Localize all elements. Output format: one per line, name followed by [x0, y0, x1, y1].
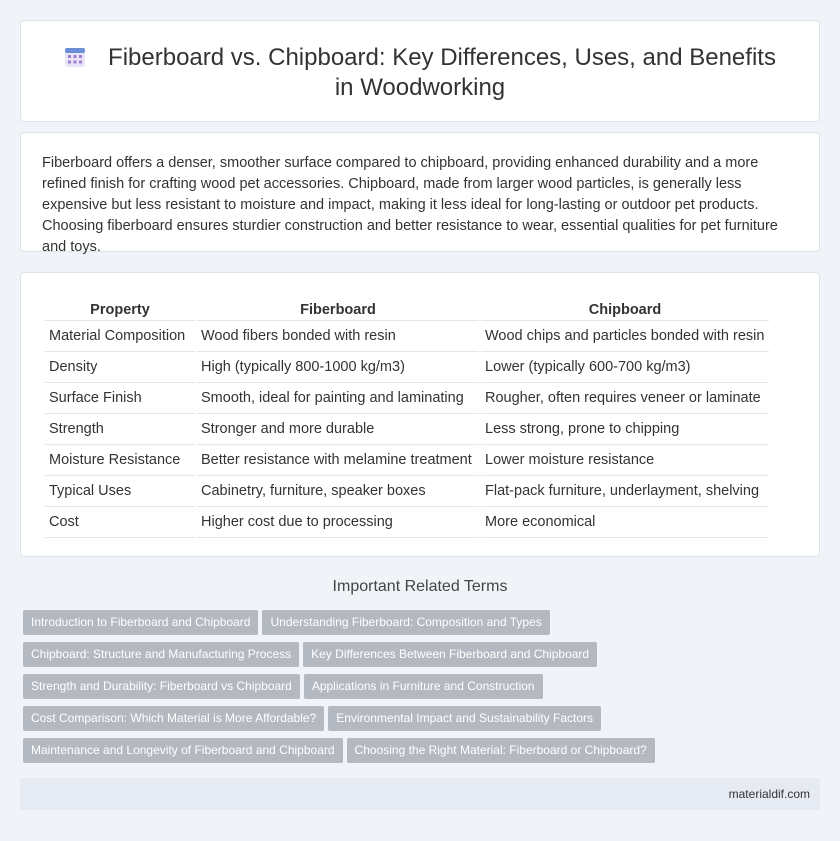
table-row — [45, 383, 769, 414]
comparison-table — [43, 295, 771, 538]
comparison-table-card — [20, 272, 820, 557]
header-property: Property — [45, 295, 195, 321]
table-cell: Wood chips and particles bonded with resin — [481, 321, 769, 352]
tag-row — [23, 738, 823, 770]
header-chipboard: Chipboard — [481, 295, 769, 321]
table-row — [45, 352, 769, 383]
related-term-link[interactable]: Environmental Impact and Sustainability Factors — [328, 706, 601, 731]
table-cell: Lower (typically 600-700 kg/m3) — [481, 352, 769, 383]
related-term-link[interactable]: Applications in Furniture and Construction — [304, 674, 543, 699]
header-fiberboard: Fiberboard — [197, 295, 479, 321]
table-cell: Rougher, often requires veneer or laminate — [481, 383, 769, 414]
related-term-link[interactable]: Cost Comparison: Which Material is More Affordable? — [23, 706, 324, 731]
footer — [20, 778, 820, 810]
tag-row — [23, 706, 823, 738]
table-cell: Typical Uses — [45, 476, 195, 507]
calendar-grid-icon — [64, 46, 86, 68]
related-term-link[interactable]: Understanding Fiberboard: Composition and Types — [262, 610, 549, 635]
table-row — [45, 507, 769, 538]
intro-paragraph: Fiberboard offers a denser, smoother surface compared to chipboard, providing enhanced durability and a more refined finish for crafting wood pet accessories. Chipboard, made from larger wood particles, is generally less expensive but less resistant to moisture and impact, making it less ideal for long-lasting or outdoor pet products. Choosing fiberboard ensures sturdier construction and better resistance to wear, essential qualities for pet furniture and toys. — [42, 155, 778, 255]
table-cell: Higher cost due to processing — [197, 507, 479, 538]
table-cell: Moisture Resistance — [45, 445, 195, 476]
related-terms-title: Important Related Terms — [332, 578, 508, 595]
table-cell: Lower moisture resistance — [481, 445, 769, 476]
tag-row — [23, 674, 823, 706]
table-cell: Flat-pack furniture, underlayment, shelving — [481, 476, 769, 507]
page-title: Fiberboard vs. Chipboard: Key Differences, Uses, and Benefits in Woodworking — [108, 44, 776, 101]
intro-card — [20, 132, 820, 255]
related-term-link[interactable]: Chipboard: Structure and Manufacturing Process — [23, 642, 299, 667]
table-cell: Better resistance with melamine treatment — [197, 445, 479, 476]
table-header-row — [45, 295, 769, 321]
table-row — [45, 321, 769, 352]
page-title-row — [21, 43, 819, 103]
related-terms-list — [23, 610, 823, 770]
table-row — [45, 414, 769, 445]
table-cell: Strength — [45, 414, 195, 445]
table-row — [45, 476, 769, 507]
table-cell: High (typically 800-1000 kg/m3) — [197, 352, 479, 383]
tag-row — [23, 610, 823, 642]
table-cell: Cabinetry, furniture, speaker boxes — [197, 476, 479, 507]
table-cell: Smooth, ideal for painting and laminating — [197, 383, 479, 414]
table-cell: Cost — [45, 507, 195, 538]
table-cell: Less strong, prone to chipping — [481, 414, 769, 445]
table-cell: Wood fibers bonded with resin — [197, 321, 479, 352]
footer-site-link[interactable]: materialdif.com — [728, 787, 810, 801]
table-cell: More economical — [481, 507, 769, 538]
related-term-link[interactable]: Strength and Durability: Fiberboard vs Chipboard — [23, 674, 300, 699]
table-cell: Surface Finish — [45, 383, 195, 414]
related-term-link[interactable]: Introduction to Fiberboard and Chipboard — [23, 610, 258, 635]
table-cell: Stronger and more durable — [197, 414, 479, 445]
header-card — [20, 20, 820, 122]
table-cell: Density — [45, 352, 195, 383]
table-row — [45, 445, 769, 476]
related-term-link[interactable]: Choosing the Right Material: Fiberboard or Chipboard? — [347, 738, 655, 763]
related-term-link[interactable]: Maintenance and Longevity of Fiberboard and Chipboard — [23, 738, 343, 763]
related-term-link[interactable]: Key Differences Between Fiberboard and Chipboard — [303, 642, 597, 667]
table-cell: Material Composition — [45, 321, 195, 352]
tag-row — [23, 642, 823, 674]
